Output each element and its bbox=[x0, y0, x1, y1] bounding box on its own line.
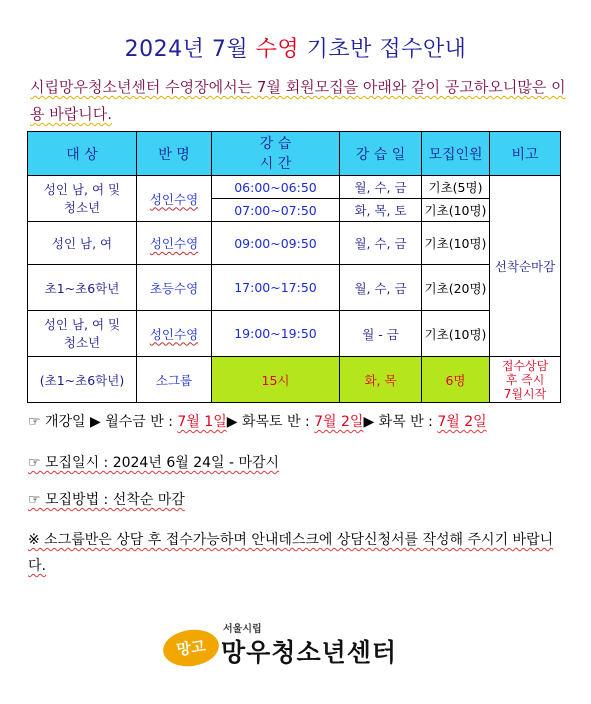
cell-time: 19:00~19:50 bbox=[212, 311, 340, 357]
cell-note: 접수상담 후 즉시 7월시작 bbox=[490, 357, 561, 403]
table-header-row bbox=[28, 132, 561, 176]
schedule-table bbox=[27, 131, 561, 403]
cell-time: 09:00~09:50 bbox=[212, 222, 340, 265]
cell-days: 화, 목 bbox=[340, 357, 422, 403]
cell-target: 성인 남, 여 및 청소년 bbox=[28, 311, 137, 357]
page-title bbox=[0, 32, 591, 63]
cell-days: 월 - 금 bbox=[340, 311, 422, 357]
cell-time: 17:00~17:50 bbox=[212, 265, 340, 311]
title-rest: 기초반 접수안내 bbox=[306, 37, 467, 62]
table-row bbox=[28, 176, 561, 199]
cell-time: 07:00~07:50 bbox=[212, 199, 340, 222]
start-date-tts-label: ▶ 화목토 반 : bbox=[226, 414, 315, 430]
cell-quota: 기초(10명) bbox=[422, 311, 490, 357]
logo-subtitle: 서울시립 bbox=[223, 624, 262, 635]
center-logo bbox=[163, 612, 443, 672]
table-row-small-group bbox=[28, 357, 561, 403]
cell-quota: 기초(5명) bbox=[422, 176, 490, 199]
cell-days: 월, 수, 금 bbox=[340, 176, 422, 199]
cell-quota: 기초(10명) bbox=[422, 199, 490, 222]
start-date-tts: 7월 2일 bbox=[314, 414, 364, 430]
title-year-month: 2024년 7월 bbox=[124, 37, 256, 62]
header-class: 반 명 bbox=[137, 132, 212, 176]
cell-class: 성인수영 bbox=[137, 176, 212, 222]
intro-text: 시립망우청소년센터 수영장에서는 7월 회원모집을 아래와 같이 공고하오니많은 이용 바랍니다. bbox=[30, 78, 566, 123]
start-date-tt: 7월 2일 bbox=[437, 414, 487, 430]
cell-quota: 기초(20명) bbox=[422, 265, 490, 311]
table-row bbox=[28, 311, 561, 357]
cell-target: 성인 남, 여 bbox=[28, 222, 137, 265]
header-time: 강 습 시 간 bbox=[212, 132, 340, 176]
header-target: 대 상 bbox=[28, 132, 137, 176]
cell-quota: 기초(10명) bbox=[422, 222, 490, 265]
cell-target: 성인 남, 여 및 청소년 bbox=[28, 176, 137, 222]
start-date-mwf: 7월 1일 bbox=[177, 414, 227, 430]
table-row bbox=[28, 265, 561, 311]
cell-target: (초1~초6학년) bbox=[28, 357, 137, 403]
cell-days: 월, 수, 금 bbox=[340, 222, 422, 265]
start-date-label: ☞ 개강일 ▶ 월수금 반 : bbox=[28, 414, 178, 430]
header-quota: 모집인원 bbox=[422, 132, 490, 176]
title-highlight: 수영 bbox=[255, 37, 300, 62]
cell-class: 초등수영 bbox=[137, 265, 212, 311]
cell-note-merged: 선착순마감 bbox=[490, 176, 561, 357]
logo-title: 망우청소년센터 bbox=[221, 638, 398, 667]
start-date-tt-label: ▶ 화목 반 : bbox=[363, 414, 438, 430]
info-start-date bbox=[28, 411, 487, 431]
header-note: 비고 bbox=[490, 132, 561, 176]
cell-days: 월, 수, 금 bbox=[340, 265, 422, 311]
cell-class: 성인수영 bbox=[137, 311, 212, 357]
cell-class: 소그룹 bbox=[137, 357, 212, 403]
info-recruit-method: ☞ 모집방법 : 선착순 마감 bbox=[28, 492, 185, 508]
cell-time: 06:00~06:50 bbox=[212, 176, 340, 199]
mango-badge-icon: 망고 bbox=[161, 626, 221, 669]
cell-class: 성인수영 bbox=[137, 222, 212, 265]
cell-target: 초1~초6학년 bbox=[28, 265, 137, 311]
cell-days: 화, 목, 토 bbox=[340, 199, 422, 222]
header-days: 강 습 일 bbox=[340, 132, 422, 176]
cell-time: 15시 bbox=[212, 357, 340, 403]
info-note: ※ 소그룹반은 상담 후 접수가능하며 안내데스크에 상담신청서를 작성해 주시기 바랍니다. bbox=[28, 532, 554, 574]
table-row bbox=[28, 222, 561, 265]
cell-quota: 6명 bbox=[422, 357, 490, 403]
info-recruit-period: ☞ 모집일시 : 2024년 6월 24일 - 마감시 bbox=[28, 455, 280, 471]
